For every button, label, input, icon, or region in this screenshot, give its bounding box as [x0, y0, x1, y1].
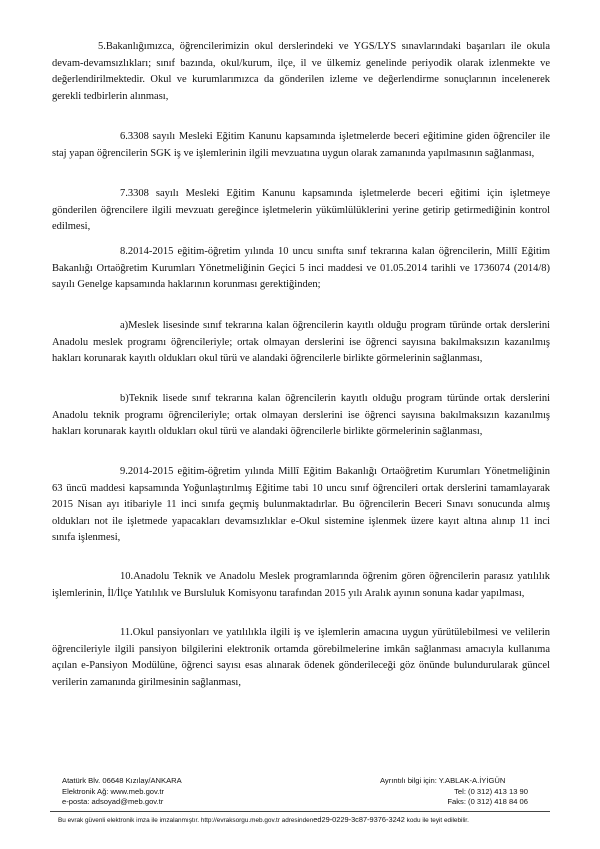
- footer-divider: [50, 811, 550, 812]
- esign-notice: [58, 815, 558, 825]
- esign-prefix: Bu evrak güvenli elektronik imza ile imzalanmıştır. http://evraksorgu.meb.gov.tr adresinden: [58, 817, 314, 824]
- paragraph-11: 11.Okul pansiyonları ve yatılılıkla ilgili iş ve işlemlerin amacına uygun yürütülebilmesi ve velilerin öğrencileriyle ilgili pansiyon bilgilerini elektronik ortamda görebilmelerine imkân sağlanması amacıyla kullanıma açılan e-Pansiyon Modülüne, öğrenci sayısı esas alınarak ödenek gönderileceği göz önünde bulundurularak güncel verilerin zamanında girilmesinin sağlanması,: [52, 627, 550, 688]
- footer-contact-block: [380, 776, 528, 808]
- paragraph-8b: b)Teknik lisede sınıf tekrarına kalan öğrencilerin kayıtlı olduğu program türünde ortak derslerini Anadolu teknik programı öğrencileriyle; ortak olmayan derslerini ise öğrenci sayısına bakılmaksızın kazanılmış hakları korunarak kayıtlı oldukları okul türü ve alandaki öğrencilerle birlikte görmelerinin sağlanması,: [52, 393, 550, 437]
- paragraph-7: 7.3308 sayılı Mesleki Eğitim Kanunu kapsamında işletmelerde beceri eğitimi için işletmeye gönderilen öğrencilere ilgili mevzuatı gereğince işletmelerin yükümlülüklerini yerine getirip getirmediğinin kontrol edilmesi,: [52, 188, 550, 232]
- esign-code: ed29-0229-3c87-9376-3242: [313, 815, 405, 824]
- paragraph-8: 8.2014-2015 eğitim-öğretim yılında 10 uncu sınıfta sınıf tekrarına kalan öğrencilerin, Millî Eğitim Bakanlığı Ortaöğretim Kurumları Yönetmeliğinin Geçici 5 inci maddesi ve 01.05.2014 tarihli ve 1736074 (2014/8) sayılı Genelge kapsamında haklarının korunması gerektiğinden;: [52, 246, 550, 290]
- esign-suffix: kodu ile teyit edilebilir.: [404, 817, 469, 824]
- footer-address-block: [62, 776, 182, 808]
- paragraph-6: 6.3308 sayılı Mesleki Eğitim Kanunu kapsamında işletmelerde beceri eğitimine giden öğrenciler ile staj yapan öğrencilerin SGK iş ve işlemlerinin ilgili mevzuatına uygun olarak zamanında yapılmasının sağlanması,: [52, 131, 550, 159]
- footer-fax: Faks: (0 312) 418 84 06: [447, 797, 528, 806]
- paragraph-5: 5.Bakanlığımızca, öğrencilerimizin okul derslerindeki ve YGS/LYS sınavlarındaki başarıları ile okula devam-devamsızlıkları; sınıf bazında, okul/kurum, ilçe, il ve ülkemiz genelinde periyodik olarak izlenmekte ve değerlendirilmektedir. Okul ve kurumlarımızca da gönderilen izleme ve değerlendirme sonuçlarının incelenerek gerekli tedbirlerin alınması,: [52, 41, 550, 102]
- footer-contact: Ayrıntılı bilgi için: Y.ABLAK-A.İYİGÜN: [380, 776, 506, 785]
- paragraph-9: 9.2014-2015 eğitim-öğretim yılında Millî Eğitim Bakanlığı Ortaöğretim Kurumları Yönetmeliğinin 63 üncü maddesi kapsamında Yoğunlaştırılmış Eğitime tabi 10 uncu sınıf öğrencileri ortak derslerini tamamlayarak 2015 Nisan ayı itibariyle 11 inci sınıfa geçmiş bulunmaktadırlar. Bu öğrencilerin Beceri Sınavı sonucunda almış oldukları not ile işletmede yapacakları devamsızlıklar e-Okul sistemine işlenmek üzere kayıt altına alınıp 11 inci sınıfa işlenmesi,: [52, 466, 550, 543]
- footer-email: e-posta: adsoyad@meb.gov.tr: [62, 797, 164, 806]
- footer-tel: Tel: (0 312) 413 13 90: [454, 786, 528, 796]
- paragraph-10: 10.Anadolu Teknik ve Anadolu Meslek programlarında öğrenim gören öğrencilerin parasız yatılılık işlemlerinin, İl/İlçe Yatılılık ve Bursluluk Komisyonu tarafından 2015 yılı Aralık ayının sonuna kadar yapılması,: [52, 571, 550, 599]
- footer-web: Elektronik Ağ: www.meb.gov.tr: [62, 786, 164, 796]
- paragraph-8a: a)Meslek lisesinde sınıf tekrarına kalan öğrencilerin kayıtlı olduğu program türünde ortak derslerini Anadolu meslek programı öğrencileriyle; ortak olmayan derslerini ise öğrenci sayısına bakılmaksızın kazanılmış hakları korunarak kayıtlı oldukları okul türü ve alandaki öğrencilerle birlikte görmelerinin sağlanması,: [52, 320, 550, 364]
- footer-address: Atatürk Blv. 06648 Kızılay/ANKARA: [62, 776, 182, 785]
